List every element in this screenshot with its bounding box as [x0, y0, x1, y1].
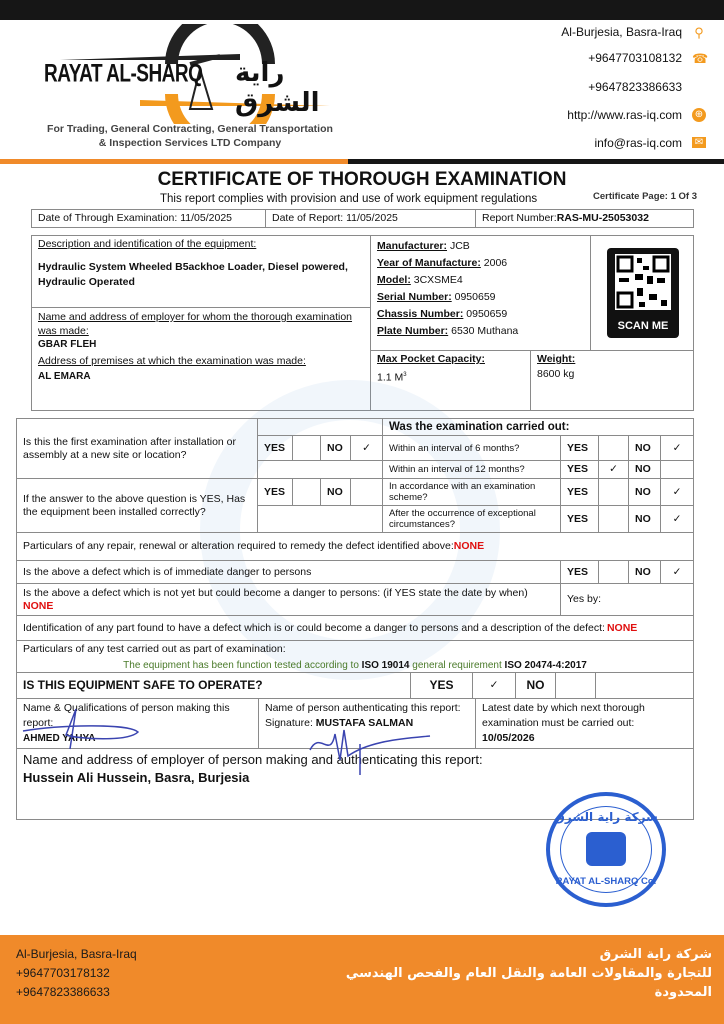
- safe-no-box[interactable]: [555, 672, 596, 699]
- q1-cell: [16, 418, 258, 479]
- premises-value: AL EMARA: [38, 371, 91, 382]
- stamp-text-ar: شركة راية الشرق: [554, 810, 658, 824]
- identification-row: Identification of any part found to have a defect which is or could become a danger to persons and a description of the defect: NONE: [16, 615, 694, 641]
- tagline-line-2: & Inspection Services LTD Company: [98, 137, 282, 149]
- immediate-no: NO: [628, 560, 661, 584]
- q1-bottom-blank: [257, 460, 383, 479]
- field-manufacturer: Manufacturer: JCB: [377, 240, 470, 252]
- carried-12-yes-check[interactable]: ✓: [598, 460, 629, 479]
- exam-date-cell: [31, 209, 266, 228]
- carried-scheme: In accordance with an examination scheme?: [382, 478, 561, 506]
- maker-name: AHMED YAHYA: [23, 733, 96, 744]
- auth-signature-line: Signature: MUSTAFA SALMAN: [265, 717, 414, 729]
- globe-icon: ⊕: [692, 108, 706, 122]
- employer-value: GBAR FLEH: [38, 339, 97, 350]
- location-pin-icon: ⚲: [694, 25, 704, 40]
- qr-code-icon: [615, 254, 671, 310]
- envelope-icon: ✉: [692, 137, 706, 148]
- auth-signature-icon: [300, 720, 440, 780]
- weight-value: 8600 kg: [537, 368, 575, 380]
- carried-scheme-yes: YES: [560, 478, 599, 506]
- q2-cell: [16, 478, 258, 533]
- contact-email[interactable]: info@ras-iq.com: [594, 136, 682, 150]
- immediate-no-check[interactable]: ✓: [660, 560, 694, 584]
- auth-name: MUSTAFA SALMAN: [315, 717, 414, 729]
- qr-code[interactable]: [607, 248, 679, 338]
- footer-address: Al-Burjesia, Basra-Iraq: [16, 947, 137, 961]
- carried-out-title: Was the examination carried out:: [382, 418, 694, 436]
- report-number-cell: [475, 209, 694, 228]
- carried-exceptional-yes: YES: [560, 505, 599, 533]
- immediate-yes: YES: [560, 560, 599, 584]
- header-divider-orange: [0, 159, 348, 164]
- employer-label: Name and address of employer for whom the thorough examination was made:: [38, 311, 353, 337]
- carried-scheme-no: NO: [628, 478, 661, 506]
- q2-text: If the answer to the above question is YES, Has the equipment been installed correctly?: [23, 492, 246, 518]
- carried-12-yes: YES: [560, 460, 599, 479]
- safe-blank: [595, 672, 694, 699]
- next-exam-date: 10/05/2026: [482, 732, 535, 744]
- capacity-label: Max Pocket Capacity:: [377, 353, 485, 365]
- carried-exceptional: After the occurrence of exceptional circumstances?: [382, 505, 561, 533]
- exam-date: Date of Through Examination: 11/05/2025: [38, 212, 232, 224]
- test-description: The equipment has been function tested according to ISO 19014 general requirement ISO 20474-4:2017: [123, 660, 587, 671]
- company-name-en: RAYAT AL-SHARQ: [44, 60, 203, 88]
- equipment-fields-cell: [370, 235, 591, 351]
- carried-6-no: NO: [628, 435, 661, 461]
- tagline-line-1: For Trading, General Contracting, General Transportation: [47, 123, 333, 135]
- carried-scheme-no-check[interactable]: ✓: [660, 478, 694, 506]
- carried-12-no: NO: [628, 460, 661, 479]
- stamp-derrick-icon: [586, 832, 626, 866]
- auth-label: Name of person authenticating this report:: [265, 702, 461, 714]
- repair-none: NONE: [453, 540, 485, 552]
- carried-6-months: Within an interval of 6 months?: [382, 435, 561, 461]
- company-name-ar: راية الشرق: [235, 58, 320, 118]
- equipment-description-label: Description and identification of the equipment:: [38, 238, 257, 250]
- carried-exceptional-no-check[interactable]: ✓: [660, 505, 694, 533]
- next-exam-label: Latest date by which next thorough examination must be carried out:: [482, 702, 645, 729]
- field-plate: Plate Number: 6530 Muthana: [377, 325, 519, 337]
- carried-scheme-yes-box[interactable]: [598, 478, 629, 506]
- next-exam-cell: [475, 698, 694, 749]
- field-model: Model: 3CXSME4: [377, 274, 463, 286]
- could-become-row: Is the above a defect which is not yet but could become a danger to persons: (if YES state the date by when) NONE: [16, 583, 561, 616]
- footer: [0, 935, 724, 1024]
- carried-6-yes-box[interactable]: [598, 435, 629, 461]
- company-logo: [40, 24, 350, 124]
- premises-label: Address of premises at which the examination was made:: [38, 355, 306, 367]
- carried-exceptional-yes-box[interactable]: [598, 505, 629, 533]
- company-stamp: [546, 792, 666, 907]
- phone-icon: ☎: [692, 51, 709, 66]
- repair-row: Particulars of any repair, renewal or alteration required to remedy the defect identified above: NONE: [16, 532, 694, 561]
- q2-yes-box[interactable]: [292, 478, 321, 506]
- maker-label: Name & Qualifications of person making this report:: [23, 702, 230, 729]
- q1-yes-box[interactable]: [292, 435, 321, 461]
- carried-6-yes: YES: [560, 435, 599, 461]
- carried-12-months: Within an interval of 12 months?: [382, 460, 561, 479]
- q1-yes: YES: [257, 435, 293, 461]
- test-label: Particulars of any test carried out as part of examination:: [23, 643, 286, 655]
- qr-label: SCAN ME: [617, 320, 669, 332]
- footer-phone-2[interactable]: +9647823386633: [16, 985, 110, 999]
- equipment-description: Hydraulic System Wheeled B5ackhoe Loader, Diesel powered, Hydraulic Operated: [38, 261, 348, 288]
- capacity-value: 1.1 $M^3$: [377, 371, 407, 384]
- q2-no-box[interactable]: [350, 478, 383, 506]
- certificate-subtitle: This report complies with provision and use of work equipment regulations: [160, 193, 538, 205]
- report-number-label: Report Number:: [482, 212, 557, 224]
- field-year: Year of Manufacture: 2006: [377, 257, 508, 269]
- footer-ar-line-1: شركة راية الشرق: [599, 947, 712, 962]
- q1-top-blank: [257, 418, 383, 436]
- safe-yes: YES: [410, 672, 473, 699]
- report-date-cell: [265, 209, 476, 228]
- carried-12-no-box[interactable]: [660, 460, 694, 479]
- report-number: RAS-MU-25053032: [556, 212, 649, 224]
- yes-by-cell: Yes by:: [560, 583, 694, 616]
- certificate-title: CERTIFICATE OF THOROUGH EXAMINATION: [157, 169, 567, 190]
- immediate-danger-row: Is the above a defect which is of immediate danger to persons: [16, 560, 561, 584]
- q1-text: Is this the first examination after installation or assembly at a new site or location?: [23, 435, 237, 461]
- q2-bottom-blank: [257, 505, 383, 533]
- q1-no-check[interactable]: ✓: [350, 435, 383, 461]
- certificate-page: Certificate Page: 1 Of 3: [593, 191, 698, 202]
- weight-label: Weight:: [537, 353, 576, 365]
- q1-no: NO: [320, 435, 351, 461]
- employer-auth-value: Hussein Ali Hussein, Basra, Burjesia: [23, 770, 250, 785]
- contact-phone-2[interactable]: +9647823386633: [588, 80, 682, 94]
- safe-no: NO: [515, 672, 556, 699]
- q2-no: NO: [320, 478, 351, 506]
- weight-cell: [530, 350, 694, 411]
- carried-exceptional-no: NO: [628, 505, 661, 533]
- contact-website[interactable]: http://www.ras-iq.com: [567, 108, 682, 122]
- top-bar: [0, 0, 724, 20]
- report-date: Date of Report: 11/05/2025: [272, 212, 398, 224]
- contact-address: Al-Burjesia, Basra-Iraq: [561, 25, 682, 39]
- footer-arabic: [346, 945, 712, 1002]
- footer-ar-line-3: المحدودة: [654, 985, 712, 1000]
- field-chassis: Chassis Number: 0950659: [377, 308, 508, 320]
- header-divider-black: [348, 159, 724, 164]
- test-row: [16, 640, 694, 673]
- maker-signature-icon: [18, 705, 148, 750]
- qr-cell: [590, 235, 694, 351]
- employer-auth-label: Name and address of employer of person making and authenticating this report:: [23, 752, 483, 767]
- company-tagline: [30, 122, 350, 150]
- stamp-text: RAYAT AL-SHARQ Co.: [555, 876, 657, 887]
- contact-phone-1[interactable]: +9647703108132: [588, 51, 682, 65]
- safe-yes-check[interactable]: ✓: [472, 672, 516, 699]
- footer-phone-1[interactable]: +9647703178132: [16, 966, 110, 980]
- safe-question: IS THIS EQUIPMENT SAFE TO OPERATE?: [16, 672, 411, 699]
- carried-6-no-check[interactable]: ✓: [660, 435, 694, 461]
- footer-ar-line-2: للتجارة والمقاولات العامة والنقل العام والفحص الهندسي: [345, 966, 712, 981]
- immediate-yes-box[interactable]: [598, 560, 629, 584]
- equipment-description-cell: [31, 235, 371, 308]
- q2-yes: YES: [257, 478, 293, 506]
- field-serial: Serial Number: 0950659: [377, 291, 496, 303]
